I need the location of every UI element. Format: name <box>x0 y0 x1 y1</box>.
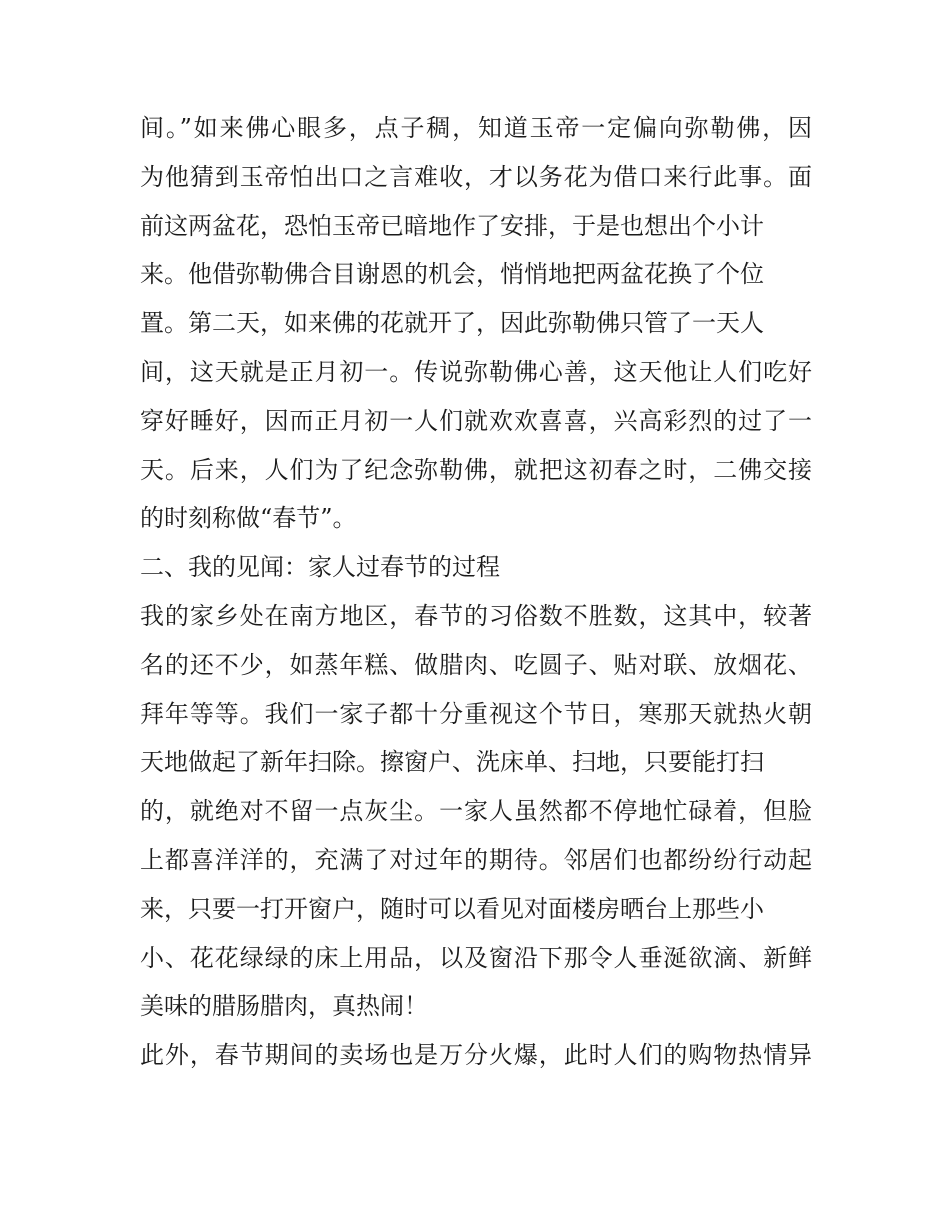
text-line: 置。第二天，如来佛的花就开了，因此弥勒佛只管了一天人 <box>140 309 764 338</box>
text-line: 间。”如来佛心眼多，点子稠，知道玉帝一定偏向弥勒佛，因 <box>140 114 812 142</box>
text-line: 美味的腊肠腊肉，真热闹！ <box>140 992 428 1021</box>
text-line: 的，就绝对不留一点灰尘。一家人虽然都不停地忙碌着，但脸 <box>140 797 812 826</box>
text-line: 前这两盆花，恐怕玉帝已暗地作了安排，于是也想出个小计 <box>140 211 764 240</box>
section-heading: 二、我的见闻：家人过春节的过程 <box>140 553 500 582</box>
text-line: 穿好睡好，因而正月初一人们就欢欢喜喜，兴高彩烈的过了一 <box>140 406 812 435</box>
text-line: 为他猜到玉帝怕出口之言难收，才以务花为借口来行此事。面 <box>140 162 812 191</box>
text-line: 来，只要一打开窗户，随时可以看见对面楼房晒台上那些小 <box>140 894 764 923</box>
document-body <box>140 104 812 1080</box>
text-line: 天地做起了新年扫除。擦窗户、洗床单、扫地，只要能打扫 <box>140 748 764 777</box>
text-line: 拜年等等。我们一家子都十分重视这个节日，寒那天就热火朝 <box>140 699 812 728</box>
text-line: 的时刻称做“春节”。 <box>140 504 357 533</box>
text-line: 此外，春节期间的卖场也是万分火爆，此时人们的购物热情异 <box>140 1041 812 1070</box>
text-line: 间，这天就是正月初一。传说弥勒佛心善，这天他让人们吃好 <box>140 357 812 386</box>
text-line: 我的家乡处在南方地区，春节的习俗数不胜数，这其中，较著 <box>140 601 812 630</box>
text-line: 名的还不少，如蒸年糕、做腊肉、吃圆子、贴对联、放烟花、 <box>140 650 812 679</box>
text-line: 小、花花绿绿的床上用品，以及窗沿下那令人垂涎欲滴、新鲜 <box>140 943 812 972</box>
text-line: 来。他借弥勒佛合目谢恩的机会，悄悄地把两盆花换了个位 <box>140 260 764 289</box>
text-line: 天。后来，人们为了纪念弥勒佛，就把这初春之时，二佛交接 <box>140 455 812 484</box>
text-line: 上都喜洋洋的，充满了对过年的期待。邻居们也都纷纷行动起 <box>140 845 812 874</box>
